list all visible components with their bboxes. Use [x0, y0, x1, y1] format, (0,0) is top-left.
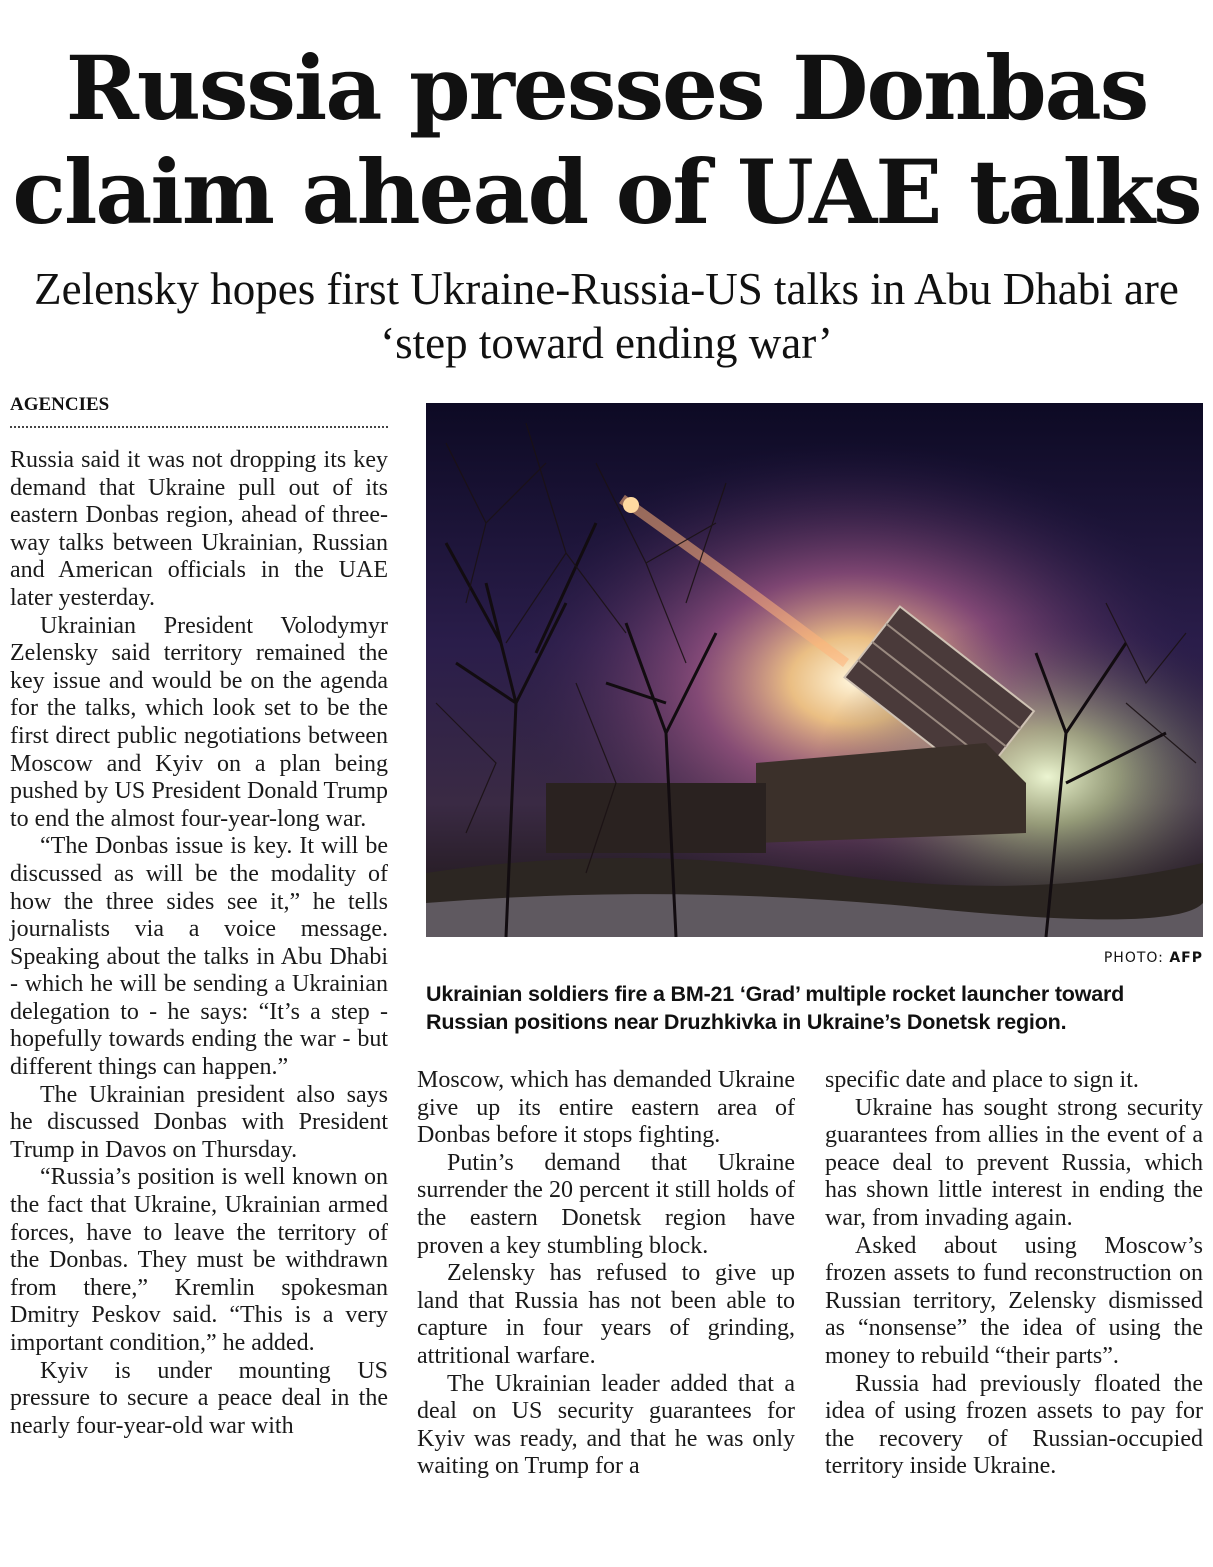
paragraph: Asked about using Moscow’s frozen assets to fund reconstruction on Russian territory, Zelensky dismissed as “nonsense” the idea of using the money to rebuild “their parts”. [825, 1232, 1203, 1369]
photo-credit [900, 950, 1203, 966]
paragraph: Moscow, which has demanded Ukraine give up its entire eastern area of Donbas before it stops fighting. [417, 1067, 795, 1149]
paragraph: “Russia’s position is well known on the fact that Ukraine, Ukrainian armed forces, have to leave the territory of the Donbas. They must be withdrawn from there,” Kremlin spokesman Dmitry Peskov said. “This is a very important condition,” he added. [10, 1164, 388, 1356]
paragraph: Zelensky has refused to give up land that Russia has not been able to capture in four years of grinding, attritional warfare. [417, 1260, 795, 1369]
photo-credit-source: AFP [1169, 950, 1203, 966]
paragraph: The Ukrainian president also says he discussed Donbas with President Trump in Davos on Thursday. [10, 1081, 388, 1163]
article-column-2 [417, 1067, 795, 1481]
paragraph: Russia said it was not dropping its key demand that Ukraine pull out of its eastern Donbas region, ahead of three-way talks between Ukrainian, Russian and American officials in the UAE later yesterday. [10, 447, 388, 611]
paragraph: Kyiv is under mounting US pressure to secure a peace deal in the nearly four-year-old war with [10, 1357, 388, 1439]
paragraph: specific date and place to sign it. [825, 1067, 1139, 1093]
paragraph: The Ukrainian leader added that a deal on US security guarantees for Kyiv was ready, and that he was only waiting on Trump for a [417, 1370, 795, 1480]
article-column-1 [10, 447, 388, 1440]
news-photo [426, 403, 1203, 937]
photo-credit-label: PHOTO: [1103, 950, 1164, 966]
paragraph: “The Donbas issue is key. It will be discussed as will be the modality of how the three sides see it,” he tells journalists via a voice message. Speaking about the talks in Abu Dhabi - which he will be sending a Ukrainian delegation to - he says: “It’s a step - hopefully towards ending the war - but different things can happen.” [10, 833, 388, 1081]
headline-line-2: claim ahead of UAE talks [12, 140, 1201, 244]
subheadline: Zelensky hopes first Ukraine-Russia-US talks in Abu Dhabi are ‘step toward ending war’ [34, 264, 1179, 368]
paragraph: Russia had previously floated the idea of using frozen assets to pay for the recovery of Russian-occupied territory inside Ukraine. [825, 1370, 1203, 1480]
paragraph: Putin’s demand that Ukraine surrender the 20 percent it still holds of the eastern Donetsk region have proven a key stumbling block. [417, 1149, 795, 1259]
article-column-3 [825, 1067, 1203, 1481]
byline: AGENCIES [10, 394, 388, 428]
headline [0, 36, 1213, 244]
photo-caption: Ukrainian soldiers fire a BM-21 ‘Grad’ multiple rocket launcher toward Russian positions near Druzhkivka in Ukraine’s Donetsk region. [426, 982, 1125, 1034]
paragraph: Ukraine has sought strong security guarantees from allies in the event of a peace deal to prevent Russia, which has shown little interest in ending the war, from invading again. [825, 1094, 1203, 1231]
paragraph: Ukrainian President Volodymyr Zelensky said territory remained the key issue and would be on the agenda for the talks, which look set to be the first direct public negotiations between Moscow and Kyiv on a plan being pushed by US President Donald Trump to end the almost four-year-long war. [10, 612, 388, 832]
headline-line-1: Russia presses Donbas [65, 36, 1148, 140]
